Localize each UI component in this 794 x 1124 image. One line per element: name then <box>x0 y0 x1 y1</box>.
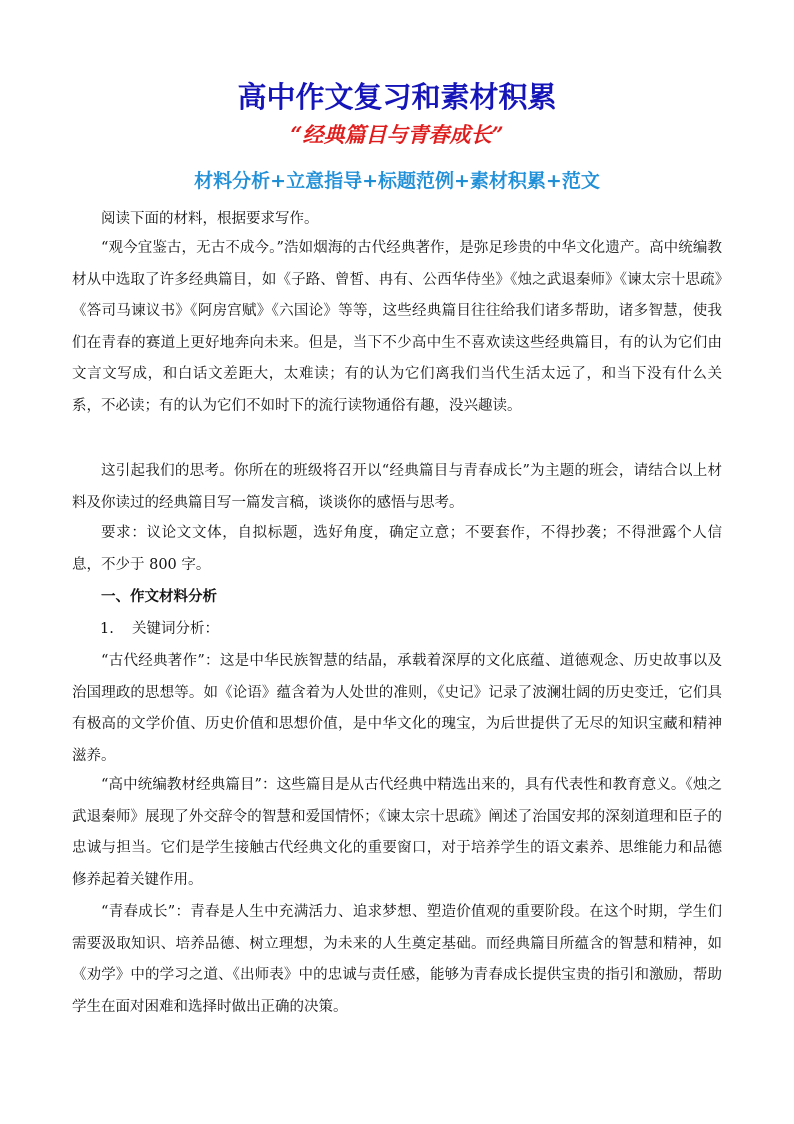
document-tagline: 材料分析+立意指导+标题范例+素材积累+范文 <box>194 170 600 192</box>
prompt-task: 这引起我们的思考。你所在的班级将召开以“经典篇目与青春成长”为主题的班会，请结合以上材料及你读过的经典篇目写一篇发言稿，谈谈你的感悟与思考。 <box>72 463 722 511</box>
prompt-requirements: 要求：议论文文体，自拟标题，选好角度，确定立意；不要套作，不得抄袭；不得泄露个人信息，不少于 800 字。 <box>72 525 722 573</box>
prompt-material: “观今宜鉴古，无古不成今。”浩如烟海的古代经典著作，是弥足珍贵的中华文化遗产。高中统编教材从中选取了许多经典篇目，如《子路、曾皙、冉有、公西华侍坐》《烛之武退秦师》《谏太宗十思疏》《答司马谏议书》《阿房宫赋》《六国论》等等，这些经典篇目往往给我们诸多帮助，诸多智慧，使我们在青春的赛道上更好地奔向未来。但是，当下不少高中生不喜欢读这些经典篇目，有的认为它们由文言文写成，和白话文差距大，太难读；有的认为它们离我们当代生活太远了，和当下没有什么关系，不必读；有的认为它们不如时下的流行读物通俗有趣，没兴趣读。 <box>72 240 722 414</box>
analysis-paragraph-classics: “古代经典著作”：这是中华民族智慧的结晶，承载着深厚的文化底蕴、道德观念、历史故事以及治国理政的思想等。如《论语》蕴含着为人处世的准则，《史记》记录了波澜壮阔的历史变迁，它们具有极高的文学价值、历史价值和思想价值，是中华文化的瑰宝，为后世提供了无尽的知识宝藏和精神滋养。 <box>72 653 722 764</box>
document-title: 高中作文复习和素材积累 <box>237 80 557 114</box>
analysis-paragraph-youth: “青春成长”：青春是人生中充满活力、追求梦想、塑造价值观的重要阶段。在这个时期，学生们需要汲取知识、培养品德、树立理想，为未来的人生奠定基础。而经典篇目所蕴含的智慧和精神，如《劝学》中的学习之道、《出师表》中的忠诚与责任感，能够为青春成长提供宝贵的指引和激励，帮助学生在面对困难和选择时做出正确的决策。 <box>72 904 722 1015</box>
document-subtitle: “经典篇目与青春成长” <box>290 122 504 147</box>
list-item-label: 关键词分析： <box>132 621 219 637</box>
list-item <box>72 614 722 646</box>
list-item-number: 1. <box>100 621 114 637</box>
section-heading: 一、作文材料分析 <box>101 589 217 605</box>
analysis-paragraph-textbook: “高中统编教材经典篇目”：这些篇目是从古代经典中精选出来的，具有代表性和教育意义。《烛之武退秦师》展现了外交辞令的智慧和爱国情怀；《谏太宗十思疏》阐述了治国安邦的深刻道理和臣子的忠诚与担当。它们是学生接触古代经典文化的重要窗口，对于培养学生的语文素养、思维能力和品德修养起着关键作用。 <box>72 777 722 888</box>
prompt-intro: 阅读下面的材料，根据要求写作。 <box>101 211 319 227</box>
